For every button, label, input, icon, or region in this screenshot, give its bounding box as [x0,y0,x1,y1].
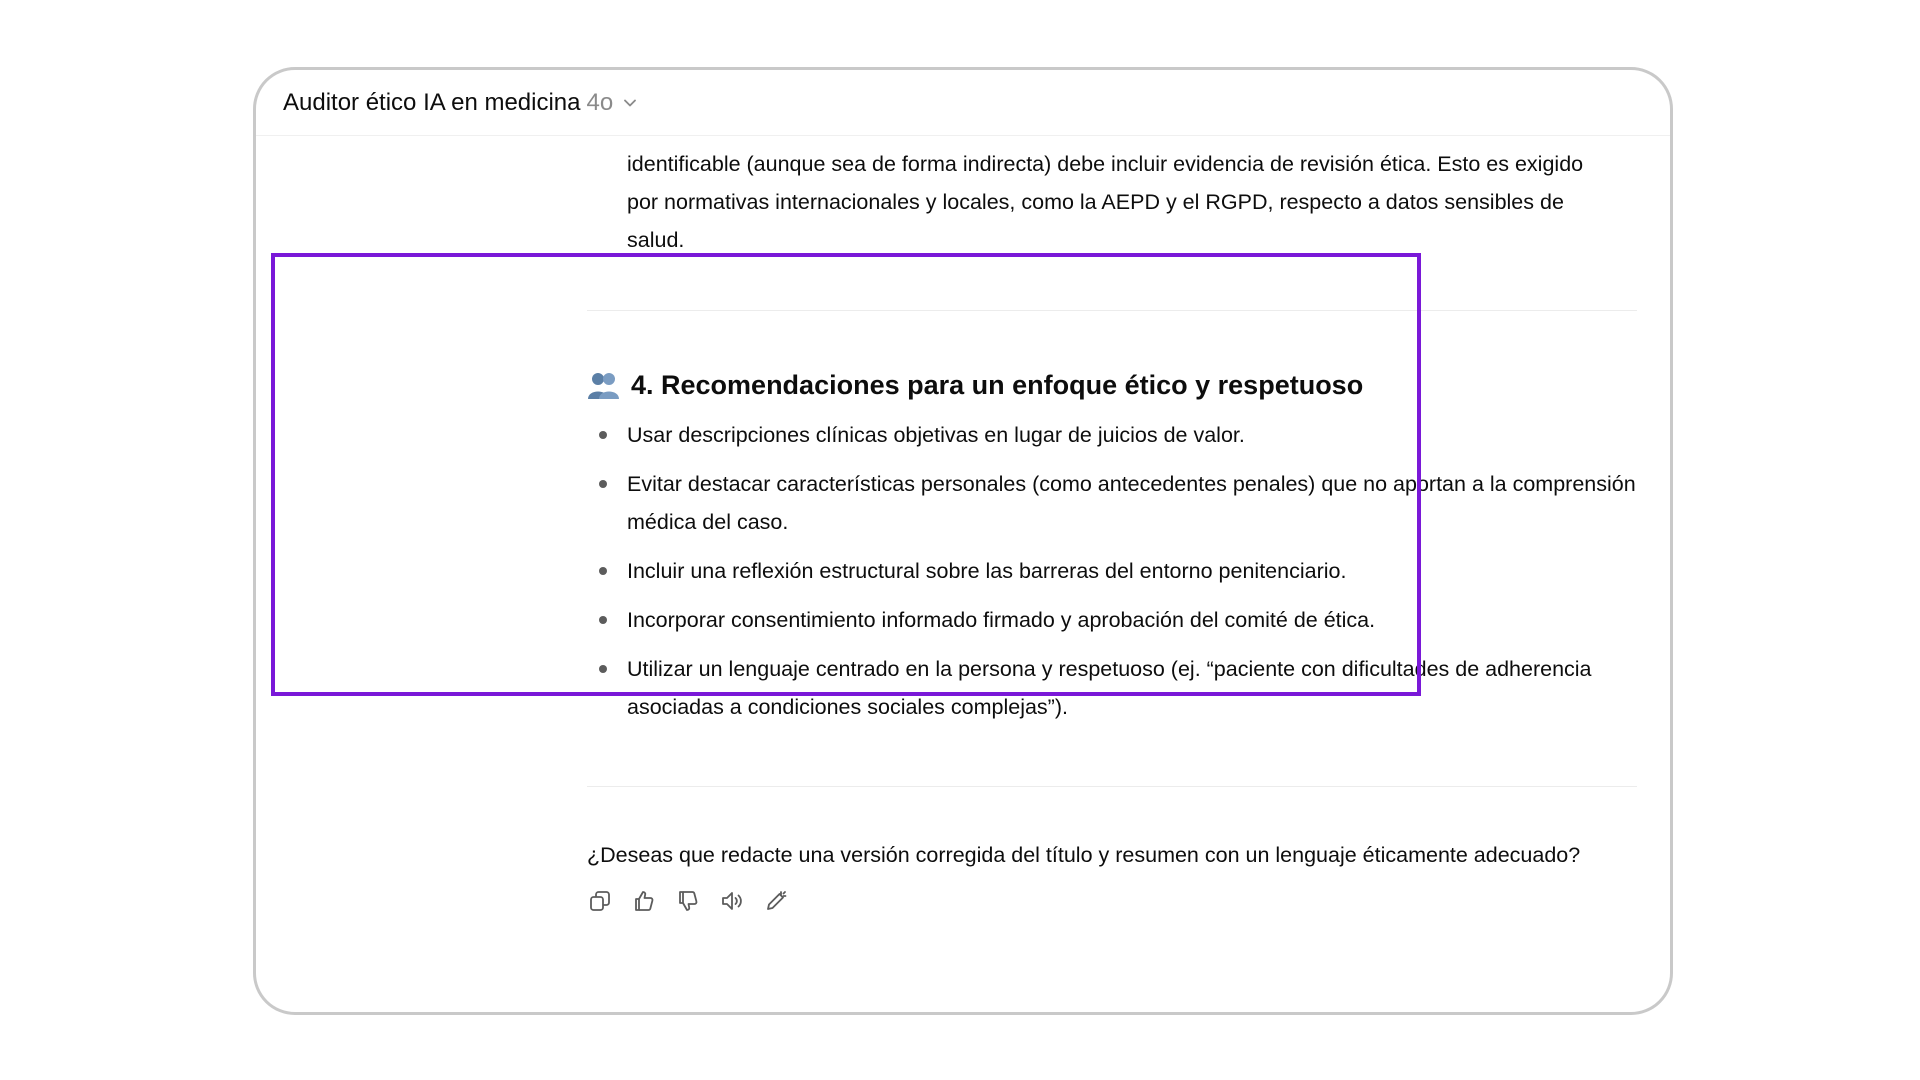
thumbs-down-button[interactable] [675,888,701,914]
list-item-text: Incorporar consentimiento informado firmado y aprobación del comité de ética. [627,608,1376,632]
section-title: 4. Recomendaciones para un enfoque ético y respetuoso [631,370,1364,400]
gpt-title: Auditor ético IA en medicina [283,89,581,116]
message-actions [587,888,789,914]
chat-header [256,70,1670,136]
thumbs-up-icon [632,889,656,913]
paragraph-line: por normativas internacionales y locales, como la AEPD y el RGPD, respecto a datos sensibles de [627,190,1564,214]
list-item-text: Usar descripciones clínicas objetivas en lugar de juicios de valor. [627,423,1245,447]
read-aloud-button[interactable] [719,888,745,914]
model-version: 4o [586,89,614,116]
list-item-text: Evitar destacar características personales (como antecedentes penales) que no aportan a la comprensión médica del caso. [627,472,1636,534]
follow-up-question: ¿Deseas que redacte una versión corregida del título y resumen con un lenguaje éticamente adecuado? [587,843,1581,867]
chevron-down-icon [621,94,639,112]
previous-paragraph [627,145,1627,259]
list-item-text: Incluir una reflexión estructural sobre las barreras del entorno penitenciario. [627,559,1347,583]
list-item-text: Utilizar un lenguaje centrado en la persona y respetuoso (ej. “paciente con dificultades de adherencia asociadas a condiciones sociales complejas”). [627,657,1592,719]
copy-button[interactable] [587,888,613,914]
highlight-box [271,253,1421,696]
thumbs-up-button[interactable] [631,888,657,914]
thumbs-down-icon [676,889,700,913]
edit-pencil-icon [764,889,788,913]
paragraph-line: salud. [627,228,685,252]
section-divider [587,786,1637,787]
copy-icon [588,889,612,913]
edit-button[interactable] [763,888,789,914]
model-selector[interactable] [283,88,639,118]
paragraph-line: identificable (aunque sea de forma indirecta) debe incluir evidencia de revisión ética. Esto es exigido [627,152,1584,176]
read-aloud-icon [720,889,744,913]
